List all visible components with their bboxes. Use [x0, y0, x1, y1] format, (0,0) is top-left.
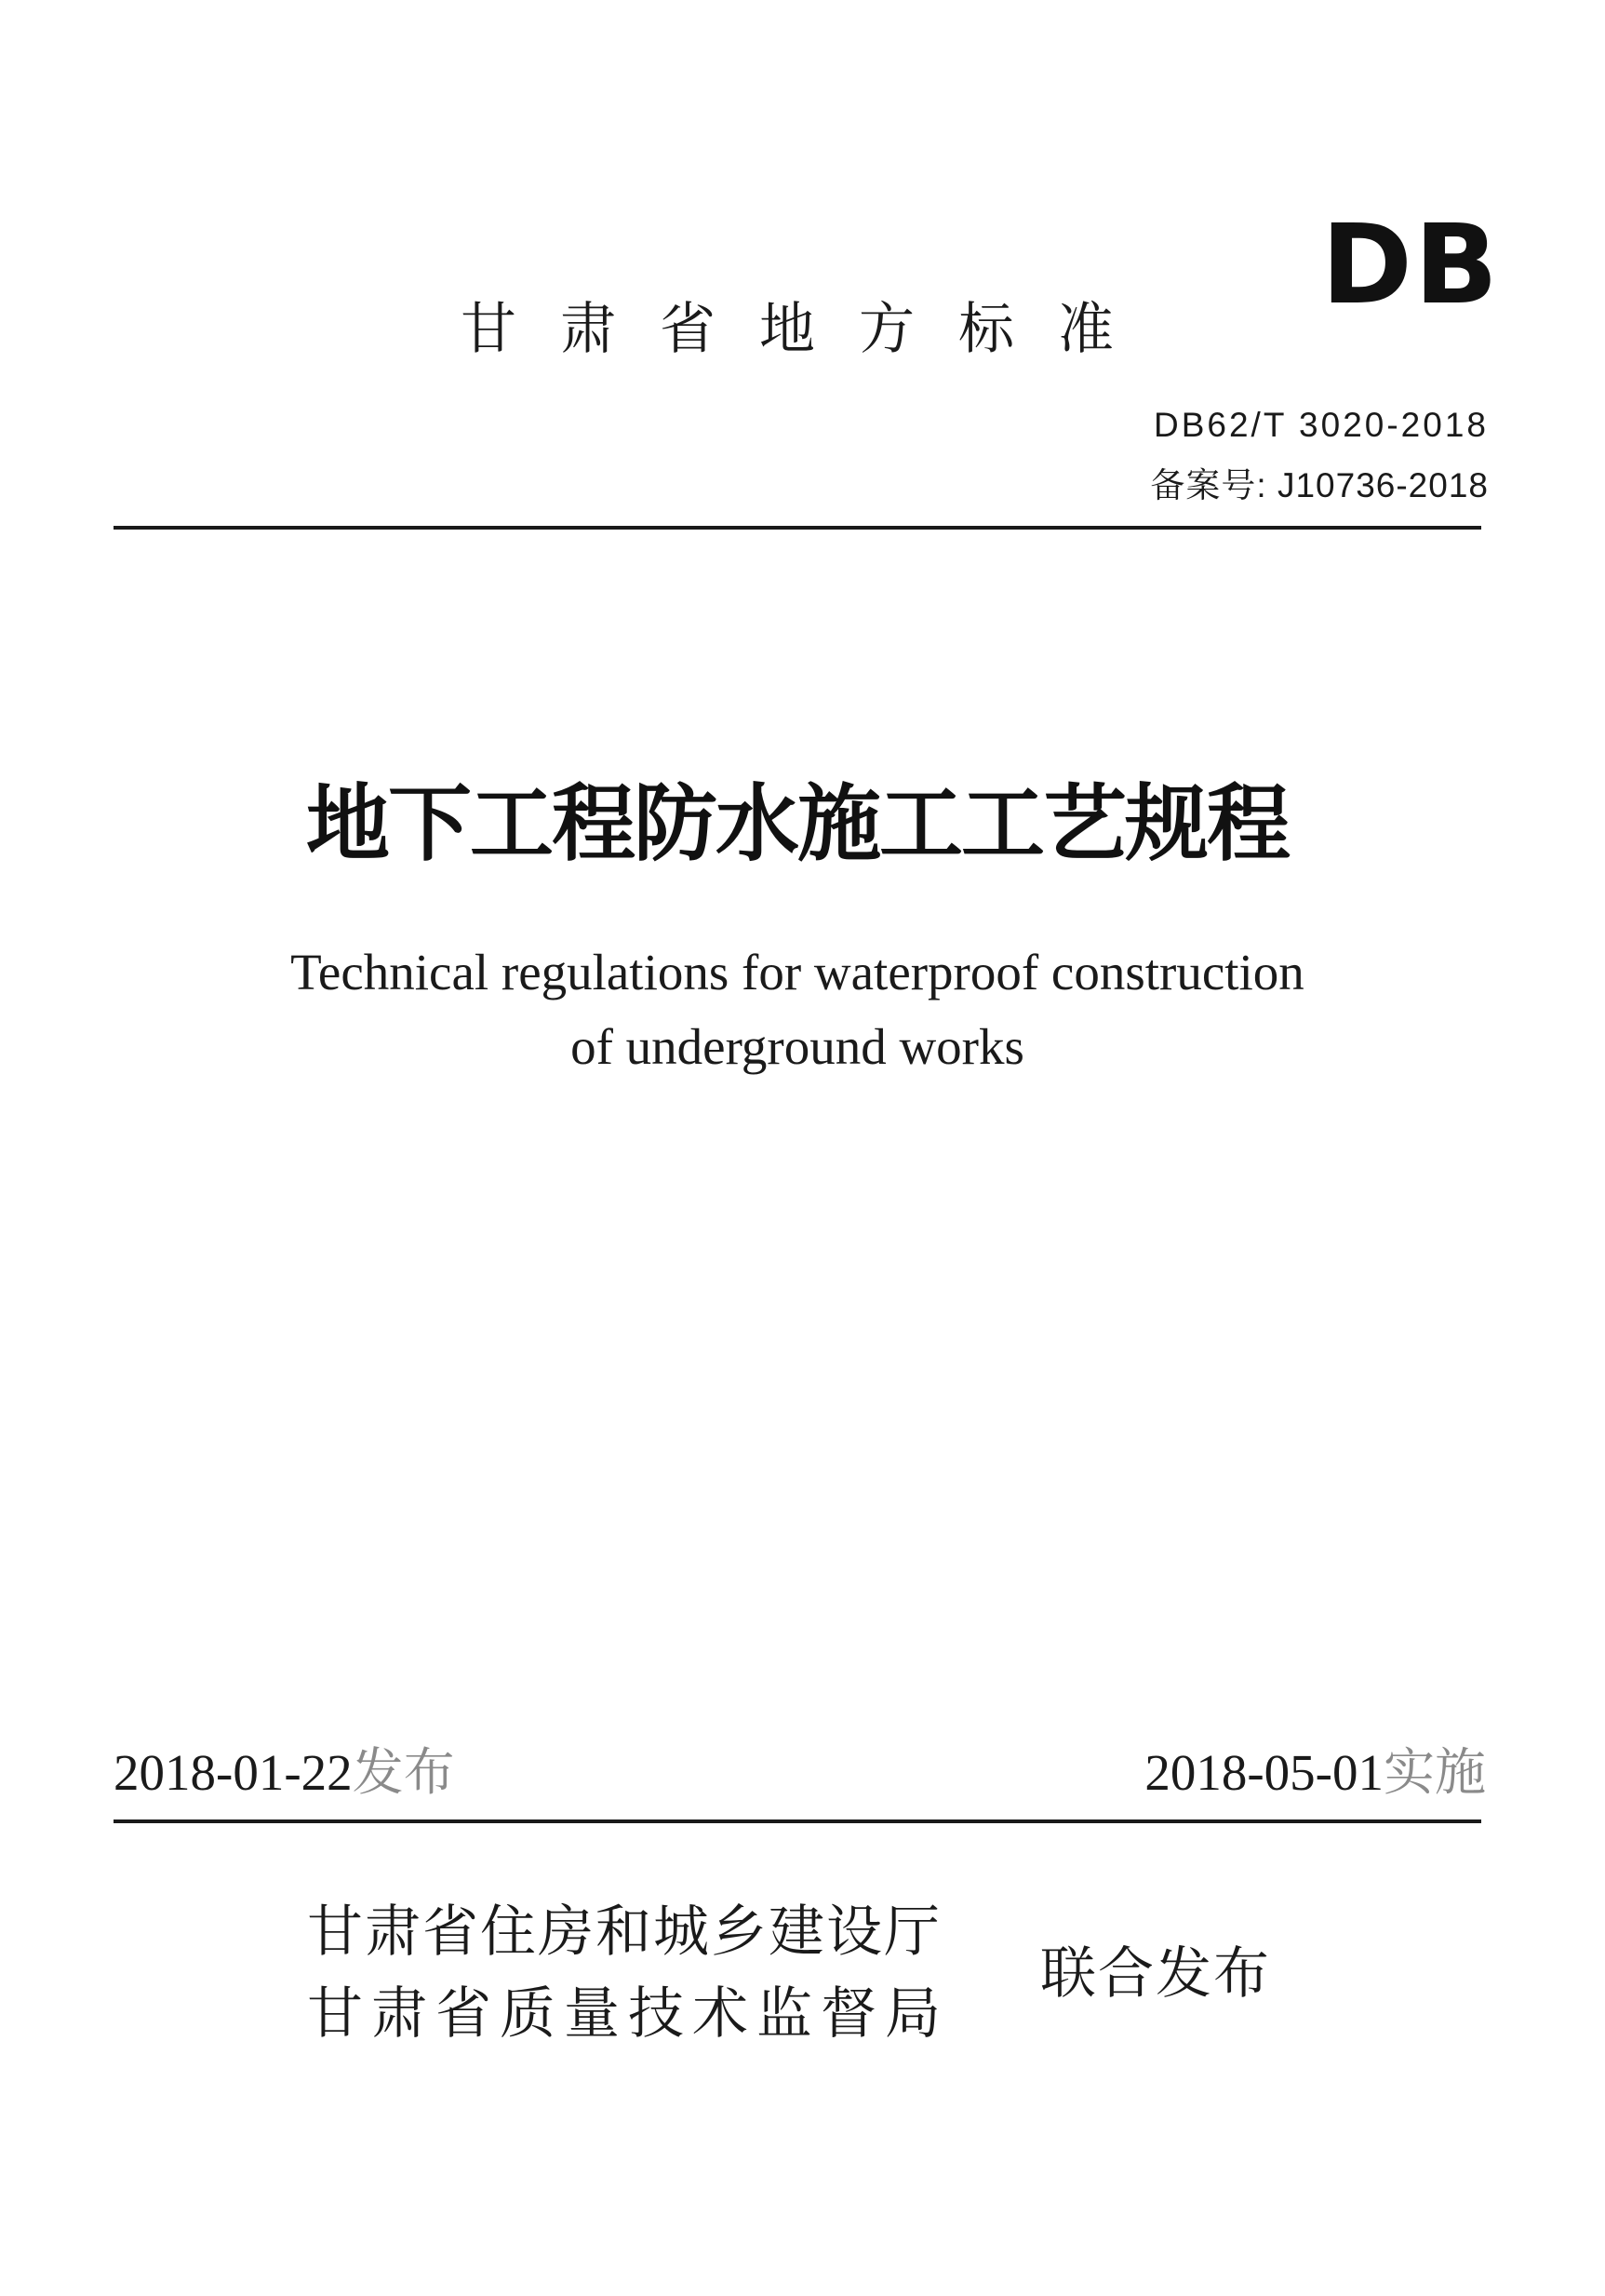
issuer-housing-dept: 甘肃省住房和城乡建设厅	[307, 1900, 942, 1965]
top-divider	[114, 526, 1481, 530]
release-date	[114, 1740, 455, 1806]
implement-date	[1144, 1740, 1486, 1806]
title-english	[114, 935, 1481, 1084]
filing-number: 备案号: J10736-2018	[1150, 466, 1489, 504]
bottom-divider	[114, 1819, 1481, 1823]
standard-number: DB62/T 3020-2018	[1154, 406, 1489, 444]
standard-category: 甘肃省地方标准	[461, 297, 1157, 362]
title-english-line2: of underground works	[570, 1018, 1024, 1075]
implement-date-value: 2018-05-01	[1144, 1744, 1384, 1801]
implement-label: 实施	[1383, 1744, 1486, 1801]
joint-issue-label: 联合发布	[1040, 1941, 1271, 2007]
issuer-quality-bureau: 甘肃省质量技术监督局	[307, 1981, 949, 2047]
release-label: 发布	[352, 1744, 455, 1801]
standard-mark: DB	[1321, 200, 1500, 329]
release-date-value: 2018-01-22	[114, 1744, 353, 1801]
title-english-line1: Technical regulations for waterproof construction	[290, 944, 1304, 1000]
title-chinese: 地下工程防水施工工艺规程	[306, 774, 1289, 873]
